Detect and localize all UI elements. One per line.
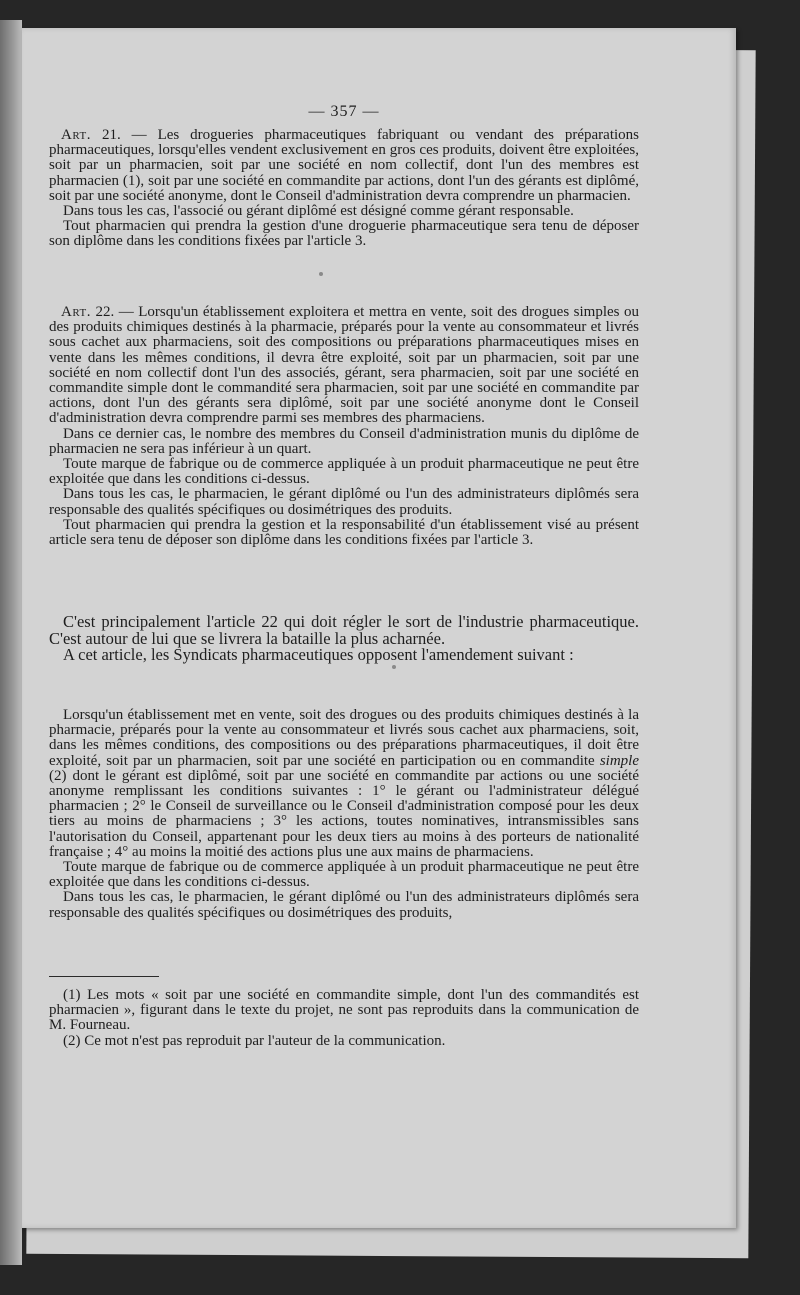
left-page-edge [0,20,22,1265]
footnotes [49,988,639,1049]
document-page [22,28,736,1228]
amendment-paragraph [49,708,639,860]
article-21-paragraph: Dans tous les cas, l'associé ou gérant diplômé est désigné comme gérant responsable. [63,203,574,220]
amendment-italic-word: simple [599,752,640,769]
footnote-rule [49,976,159,977]
amendment-text: Lorsqu'un établissement met en vente, soit des drogues ou des produits chimiques destinés à la pharmacie, préparés pour la vente au consommateur et livrés sous cachet aux pharmaciens, soit, dans les mêmes conditions, des compositions ou des préparations pharmaceutiques, il doit être exploité, soit par un pharmacien, soit par une société en participation ou en commandite [49,707,639,769]
article-21-text: 21. — Les drogueries pharmaceutiques fabriquant ou vendant des préparations pharmaceutiques, lorsqu'elles vendent exclusivement en gros ces produits, doivent être exploitées, soit par un pharmacien, soit par une société en nom collectif, dont l'un des membres est pharmacien (1), soit par une société en commandite par actions, dont l'un des gérants est diplômé, soit par une société anonyme, dont le Conseil d'administration devra comprendre un pharmacien. [49,127,639,204]
amendment-text: (2) dont le gérant est diplômé, soit par une société en commandite par actions ou une société anonyme remplissant les conditions suivantes : 1° le gérant ou l'administrateur délégué pharmacien ; 2° le Conseil de surveillance ou le Conseil d'administration composé pour les deux tiers au moins de pharmaciens ; 3° les actions, toutes nominatives, intransmissibles sans l'autorisation du Conseil, appartenant pour les deux tiers au moins à des porteurs de nationalité française ; 4° au moins la moitié des actions plus une aux mains de pharmaciens. [49,767,639,860]
amendment-paragraph: Dans tous les cas, le pharmacien, le gérant diplômé ou l'un des administrateurs diplômés sera responsable des qualités spécifiques ou dosimétriques des produits, [49,889,639,921]
amendment-paragraph: Toute marque de fabrique ou de commerce appliquée à un produit pharmaceutique ne peut être exploitée que dans les conditions ci-dessus. [49,859,639,891]
article-21-paragraph [49,128,639,204]
article-22-paragraph: Tout pharmacien qui prendra la gestion et la responsabilité d'un établissement visé au présent article sera tenu de déposer son diplôme dans les conditions fixées par l'article 3. [49,516,639,549]
article-label: Art. [61,127,91,143]
article-label: Art. [61,304,91,320]
commentary-paragraph: A cet article, les Syndicats pharmaceutiques opposent l'amendement suivant : [63,645,574,664]
paper-speck [319,272,323,276]
footnote: (2) Ce mot n'est pas reproduit par l'auteur de la communication. [63,1032,446,1049]
article-21-paragraph: Tout pharmacien qui prendra la gestion d'une droguerie pharmaceutique sera tenu de déposer son diplôme dans les conditions fixées par l'article 3. [49,218,639,250]
article-22-text: 22. — Lorsqu'un établissement exploitera et mettra en vente, soit des drogues simples ou des produits chimiques destinés à la pharmacie, préparés pour la vente au consommateur et livrés sous cachet aux pharmaciens, soit des compositions ou préparations pharmaceutiques mises en vente dans les mêmes conditions, il devra être exploité, soit par un pharmacien, soit par une société en nom collectif dont l'un des associés, gérant, sera pharmacien, soit par une société en commandite simple dont le commandité sera pharmacien, soit par une société en commandite par actions, dont l'un des gérants sera diplômé, soit par une société anonyme dont le Conseil d'administration devra comprendre parmi ses membres des pharmaciens. [49,304,639,427]
article-22 [49,305,639,548]
article-22-paragraph: Dans ce dernier cas, le nombre des membres du Conseil d'administration munis du diplôme de pharmacien ne sera pas inférieur à un quart. [49,425,639,457]
commentary-paragraph: C'est principalement l'article 22 qui doit régler le sort de l'industrie pharmaceutique. C'est autour de lui que se livrera la bataille la plus acharnée. [49,612,639,648]
page-number: — 357 — [308,103,380,120]
article-22-paragraph: Dans tous les cas, le pharmacien, le gérant diplômé ou l'un des administrateurs diplômés sera responsable des qualités spécifiques ou dosimétriques des produits. [49,486,639,518]
paper-speck [392,665,396,669]
amendment [49,708,639,921]
article-22-paragraph: Toute marque de fabrique ou de commerce appliquée à un produit pharmaceutique ne peut être exploitée que dans les conditions ci-dessus. [49,456,639,488]
commentary [49,614,639,664]
article-21 [49,128,639,250]
article-22-paragraph [49,305,639,427]
footnote: (1) Les mots « soit par une société en commandite simple, dont l'un des commandités est pharmacien », figurant dans le texte du projet, ne sont pas reproduits dans la communication de M. Fourneau. [49,987,639,1034]
